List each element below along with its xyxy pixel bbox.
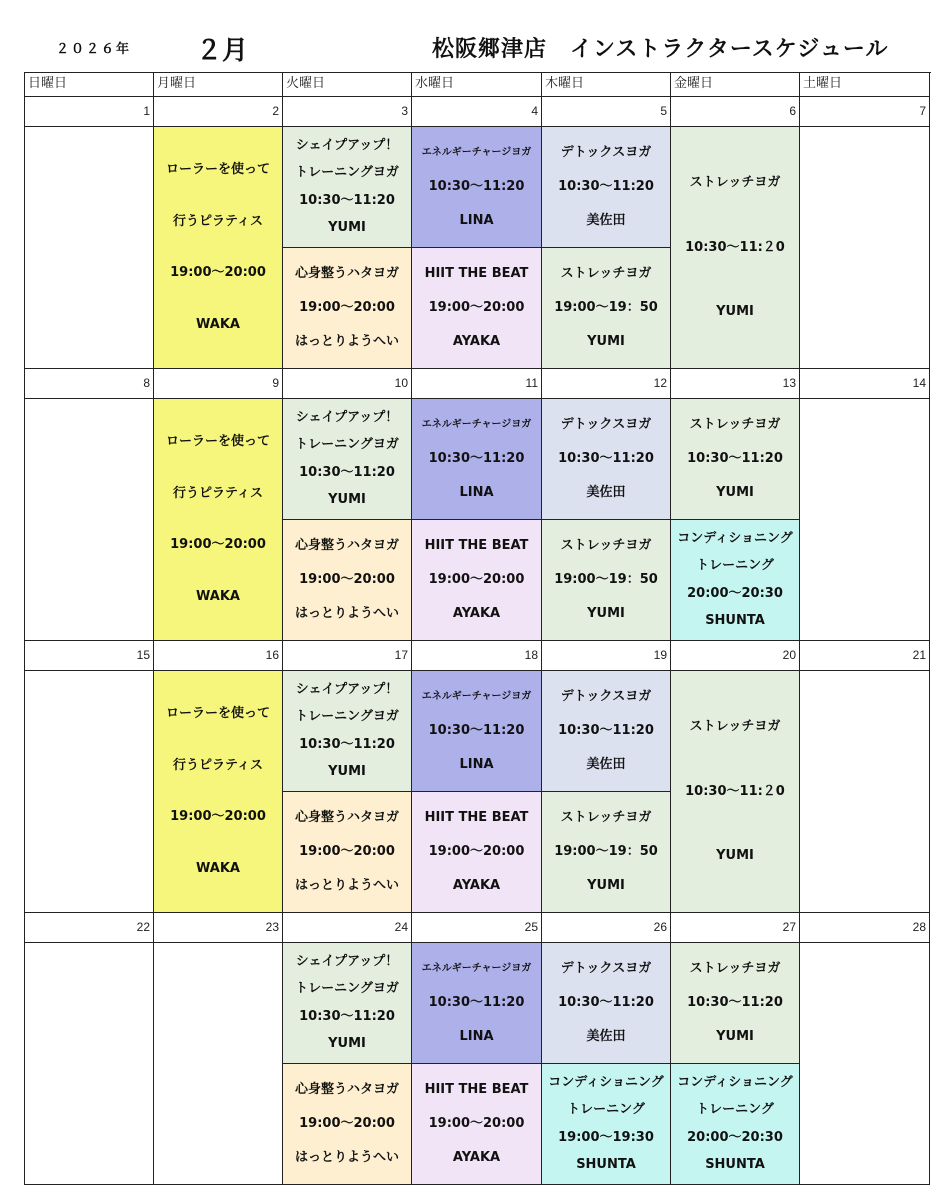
weekday-header: 火曜日 xyxy=(283,73,412,97)
class-block xyxy=(542,671,671,792)
instructor-name: YUMI xyxy=(716,847,754,863)
instructor-name: YUMI xyxy=(716,1029,754,1044)
instructor-name: YUMI xyxy=(587,878,625,893)
date-number: 6 xyxy=(671,97,800,127)
empty-day-cell xyxy=(800,943,930,1185)
class-block xyxy=(412,792,542,913)
class-name: HIIT THE BEAT xyxy=(424,1082,529,1097)
class-name: シェイプアップ！ xyxy=(295,138,399,154)
class-time: 10:30～11:２0 xyxy=(685,239,785,255)
class-time: 10:30～11:20 xyxy=(558,179,654,194)
class-block xyxy=(412,943,542,1064)
class-name: ストレッチヨガ xyxy=(560,538,652,553)
class-time: 10:30～11:20 xyxy=(558,723,654,738)
instructor-name: はっとりようへい xyxy=(294,1150,399,1165)
instructor-name: はっとりようへい xyxy=(294,334,399,349)
instructor-name: YUMI xyxy=(328,763,366,779)
date-number: 18 xyxy=(412,641,542,671)
empty-day-cell xyxy=(800,127,930,369)
class-time: 10:30～11:20 xyxy=(687,995,783,1010)
instructor-name: SHUNTA xyxy=(705,612,765,628)
date-number: 11 xyxy=(412,369,542,399)
class-time: 19:00～20:00 xyxy=(428,572,525,587)
instructor-name: YUMI xyxy=(587,334,625,349)
class-name: デトックスヨガ xyxy=(560,145,652,160)
class-name: 心身整うハタヨガ xyxy=(294,1082,399,1097)
date-number: 7 xyxy=(800,97,930,127)
class-time: 19:00～19：50 xyxy=(554,572,658,587)
instructor-name: 美佐田 xyxy=(586,213,626,228)
class-time: 19:00～20:00 xyxy=(170,265,266,281)
class-name: コンディショニング xyxy=(548,1075,664,1091)
class-time: 19:00～19：50 xyxy=(554,844,658,859)
year-label: ２０２６年 xyxy=(56,42,132,57)
class-time: 10:30～11:20 xyxy=(299,1008,395,1024)
date-number: 13 xyxy=(671,369,800,399)
class-time: 10:30～11:20 xyxy=(299,736,395,752)
class-time: 10:30～11:20 xyxy=(428,995,525,1010)
class-block xyxy=(283,127,412,248)
date-number: 3 xyxy=(283,97,412,127)
weekday-header: 日曜日 xyxy=(25,73,154,97)
instructor-name: WAKA xyxy=(196,860,240,876)
date-number: 23 xyxy=(154,913,283,943)
class-time: 10:30～11:20 xyxy=(428,179,525,194)
class-name: コンディショニング xyxy=(677,1075,793,1091)
class-name: ローラーを使って xyxy=(165,706,270,722)
instructor-name: 美佐田 xyxy=(586,757,626,772)
date-number: 16 xyxy=(154,641,283,671)
class-name: トレーニング xyxy=(696,1102,774,1118)
class-name: 心身整うハタヨガ xyxy=(294,266,399,281)
class-block xyxy=(412,399,542,520)
class-name: シェイプアップ！ xyxy=(295,682,399,698)
instructor-name: 美佐田 xyxy=(586,485,626,500)
date-number: 14 xyxy=(800,369,930,399)
class-block xyxy=(283,671,412,792)
class-time: 19:00～20:00 xyxy=(299,572,395,587)
class-name: HIIT THE BEAT xyxy=(424,810,529,825)
class-time: 20:00～20:30 xyxy=(687,1129,783,1145)
empty-day-cell xyxy=(25,671,154,913)
class-block xyxy=(283,1064,412,1185)
class-name: ストレッチヨガ xyxy=(689,719,781,735)
class-block xyxy=(412,1064,542,1185)
class-block xyxy=(154,127,283,369)
class-name: HIIT THE BEAT xyxy=(424,538,529,553)
class-time: 19:00～20:00 xyxy=(170,809,266,825)
class-time: 10:30～11:２0 xyxy=(685,783,785,799)
instructor-name: はっとりようへい xyxy=(294,878,399,893)
class-block xyxy=(542,943,671,1064)
instructor-name: 美佐田 xyxy=(586,1029,626,1044)
class-name: HIIT THE BEAT xyxy=(424,266,529,281)
class-name: エネルギーチャージヨガ xyxy=(421,691,532,702)
class-block xyxy=(542,1064,671,1185)
empty-day-cell xyxy=(25,127,154,369)
class-time: 10:30～11:20 xyxy=(558,995,654,1010)
class-time: 19:00～19:30 xyxy=(558,1129,654,1145)
class-time: 19:00～20:00 xyxy=(299,300,395,315)
empty-day-cell xyxy=(800,671,930,913)
date-number: 5 xyxy=(542,97,671,127)
class-block xyxy=(671,399,800,520)
instructor-name: LINA xyxy=(459,757,494,772)
date-number: 12 xyxy=(542,369,671,399)
instructor-name: YUMI xyxy=(328,1035,366,1051)
class-block xyxy=(671,943,800,1064)
class-block xyxy=(283,399,412,520)
class-name: デトックスヨガ xyxy=(560,417,652,432)
class-name: 行うピラティス xyxy=(173,757,263,773)
instructor-name: AYAKA xyxy=(452,334,501,349)
class-name: エネルギーチャージヨガ xyxy=(421,963,532,974)
class-block xyxy=(412,248,542,369)
class-time: 10:30～11:20 xyxy=(428,723,525,738)
class-time: 19:00～19：50 xyxy=(554,300,658,315)
schedule-title: 松阪郷津店 インストラクタースケジュール xyxy=(432,37,889,62)
class-time: 10:30～11:20 xyxy=(687,451,783,466)
class-block xyxy=(542,520,671,641)
class-block xyxy=(542,399,671,520)
class-block xyxy=(542,792,671,913)
instructor-name: WAKA xyxy=(196,588,240,604)
weekday-header: 月曜日 xyxy=(154,73,283,97)
class-name: シェイプアップ！ xyxy=(295,954,399,970)
class-block xyxy=(154,671,283,913)
schedule-calendar xyxy=(24,72,931,1185)
instructor-name: AYAKA xyxy=(452,878,501,893)
weekday-header: 土曜日 xyxy=(800,73,930,97)
class-name: トレーニング xyxy=(567,1102,645,1118)
instructor-name: はっとりようへい xyxy=(294,606,399,621)
class-time: 20:00～20:30 xyxy=(687,585,783,601)
instructor-name: AYAKA xyxy=(452,606,501,621)
date-number: 24 xyxy=(283,913,412,943)
class-name: シェイプアップ！ xyxy=(295,410,399,426)
empty-day-cell xyxy=(800,399,930,641)
class-time: 19:00～20:00 xyxy=(170,537,266,553)
date-number: 25 xyxy=(412,913,542,943)
class-block xyxy=(542,248,671,369)
class-name: ストレッチヨガ xyxy=(560,266,652,281)
class-block xyxy=(412,520,542,641)
instructor-name: AYAKA xyxy=(452,1150,501,1165)
instructor-name: LINA xyxy=(459,485,494,500)
class-name: 心身整うハタヨガ xyxy=(294,810,399,825)
class-name: エネルギーチャージヨガ xyxy=(421,147,532,158)
class-block xyxy=(283,943,412,1064)
class-block xyxy=(542,127,671,248)
date-number: 9 xyxy=(154,369,283,399)
class-name: ストレッチヨガ xyxy=(689,961,781,976)
date-number: 28 xyxy=(800,913,930,943)
class-name: ローラーを使って xyxy=(165,434,270,450)
date-number: 17 xyxy=(283,641,412,671)
empty-day-cell xyxy=(25,943,154,1185)
class-block xyxy=(671,127,800,369)
class-block xyxy=(154,399,283,641)
instructor-name: SHUNTA xyxy=(705,1156,765,1172)
instructor-name: YUMI xyxy=(587,606,625,621)
instructor-name: YUMI xyxy=(328,219,366,235)
date-number: 20 xyxy=(671,641,800,671)
weekday-header: 水曜日 xyxy=(412,73,542,97)
date-number: 10 xyxy=(283,369,412,399)
class-block xyxy=(671,671,800,913)
instructor-name: LINA xyxy=(459,213,494,228)
class-time: 10:30～11:20 xyxy=(299,192,395,208)
instructor-name: LINA xyxy=(459,1029,494,1044)
date-number: 15 xyxy=(25,641,154,671)
empty-day-cell xyxy=(154,943,283,1185)
class-name: 行うピラティス xyxy=(173,485,263,501)
class-name: トレーニングヨガ xyxy=(295,437,399,453)
class-time: 19:00～20:00 xyxy=(428,300,525,315)
date-number: 26 xyxy=(542,913,671,943)
class-block xyxy=(412,671,542,792)
class-name: ストレッチヨガ xyxy=(689,417,781,432)
date-number: 8 xyxy=(25,369,154,399)
class-block xyxy=(671,1064,800,1185)
class-name: デトックスヨガ xyxy=(560,961,652,976)
class-time: 19:00～20:00 xyxy=(428,844,525,859)
instructor-name: YUMI xyxy=(328,491,366,507)
class-name: トレーニングヨガ xyxy=(295,165,399,181)
instructor-name: YUMI xyxy=(716,485,754,500)
class-name: ストレッチヨガ xyxy=(560,810,652,825)
instructor-name: SHUNTA xyxy=(576,1156,636,1172)
date-number: 22 xyxy=(25,913,154,943)
class-time: 10:30～11:20 xyxy=(428,451,525,466)
class-name: トレーニング xyxy=(696,558,774,574)
class-block xyxy=(412,127,542,248)
class-time: 19:00～20:00 xyxy=(299,844,395,859)
date-number: 19 xyxy=(542,641,671,671)
class-name: トレーニングヨガ xyxy=(295,981,399,997)
class-time: 10:30～11:20 xyxy=(558,451,654,466)
date-number: 1 xyxy=(25,97,154,127)
class-block xyxy=(283,792,412,913)
class-name: ローラーを使って xyxy=(165,162,270,178)
class-name: 心身整うハタヨガ xyxy=(294,538,399,553)
class-block xyxy=(283,248,412,369)
date-number: 4 xyxy=(412,97,542,127)
class-name: デトックスヨガ xyxy=(560,689,652,704)
class-name: 行うピラティス xyxy=(173,213,263,229)
class-block xyxy=(671,520,800,641)
month-label: ２月 xyxy=(196,36,249,66)
date-number: 21 xyxy=(800,641,930,671)
class-time: 19:00～20:00 xyxy=(428,1116,525,1131)
empty-day-cell xyxy=(25,399,154,641)
weekday-header: 木曜日 xyxy=(542,73,671,97)
instructor-name: YUMI xyxy=(716,303,754,319)
date-number: 2 xyxy=(154,97,283,127)
instructor-name: WAKA xyxy=(196,316,240,332)
date-number: 27 xyxy=(671,913,800,943)
class-name: トレーニングヨガ xyxy=(295,709,399,725)
class-block xyxy=(283,520,412,641)
weekday-header: 金曜日 xyxy=(671,73,800,97)
class-name: エネルギーチャージヨガ xyxy=(421,419,532,430)
class-time: 10:30～11:20 xyxy=(299,464,395,480)
class-name: ストレッチヨガ xyxy=(689,175,781,191)
class-time: 19:00～20:00 xyxy=(299,1116,395,1131)
class-name: コンディショニング xyxy=(677,531,793,547)
